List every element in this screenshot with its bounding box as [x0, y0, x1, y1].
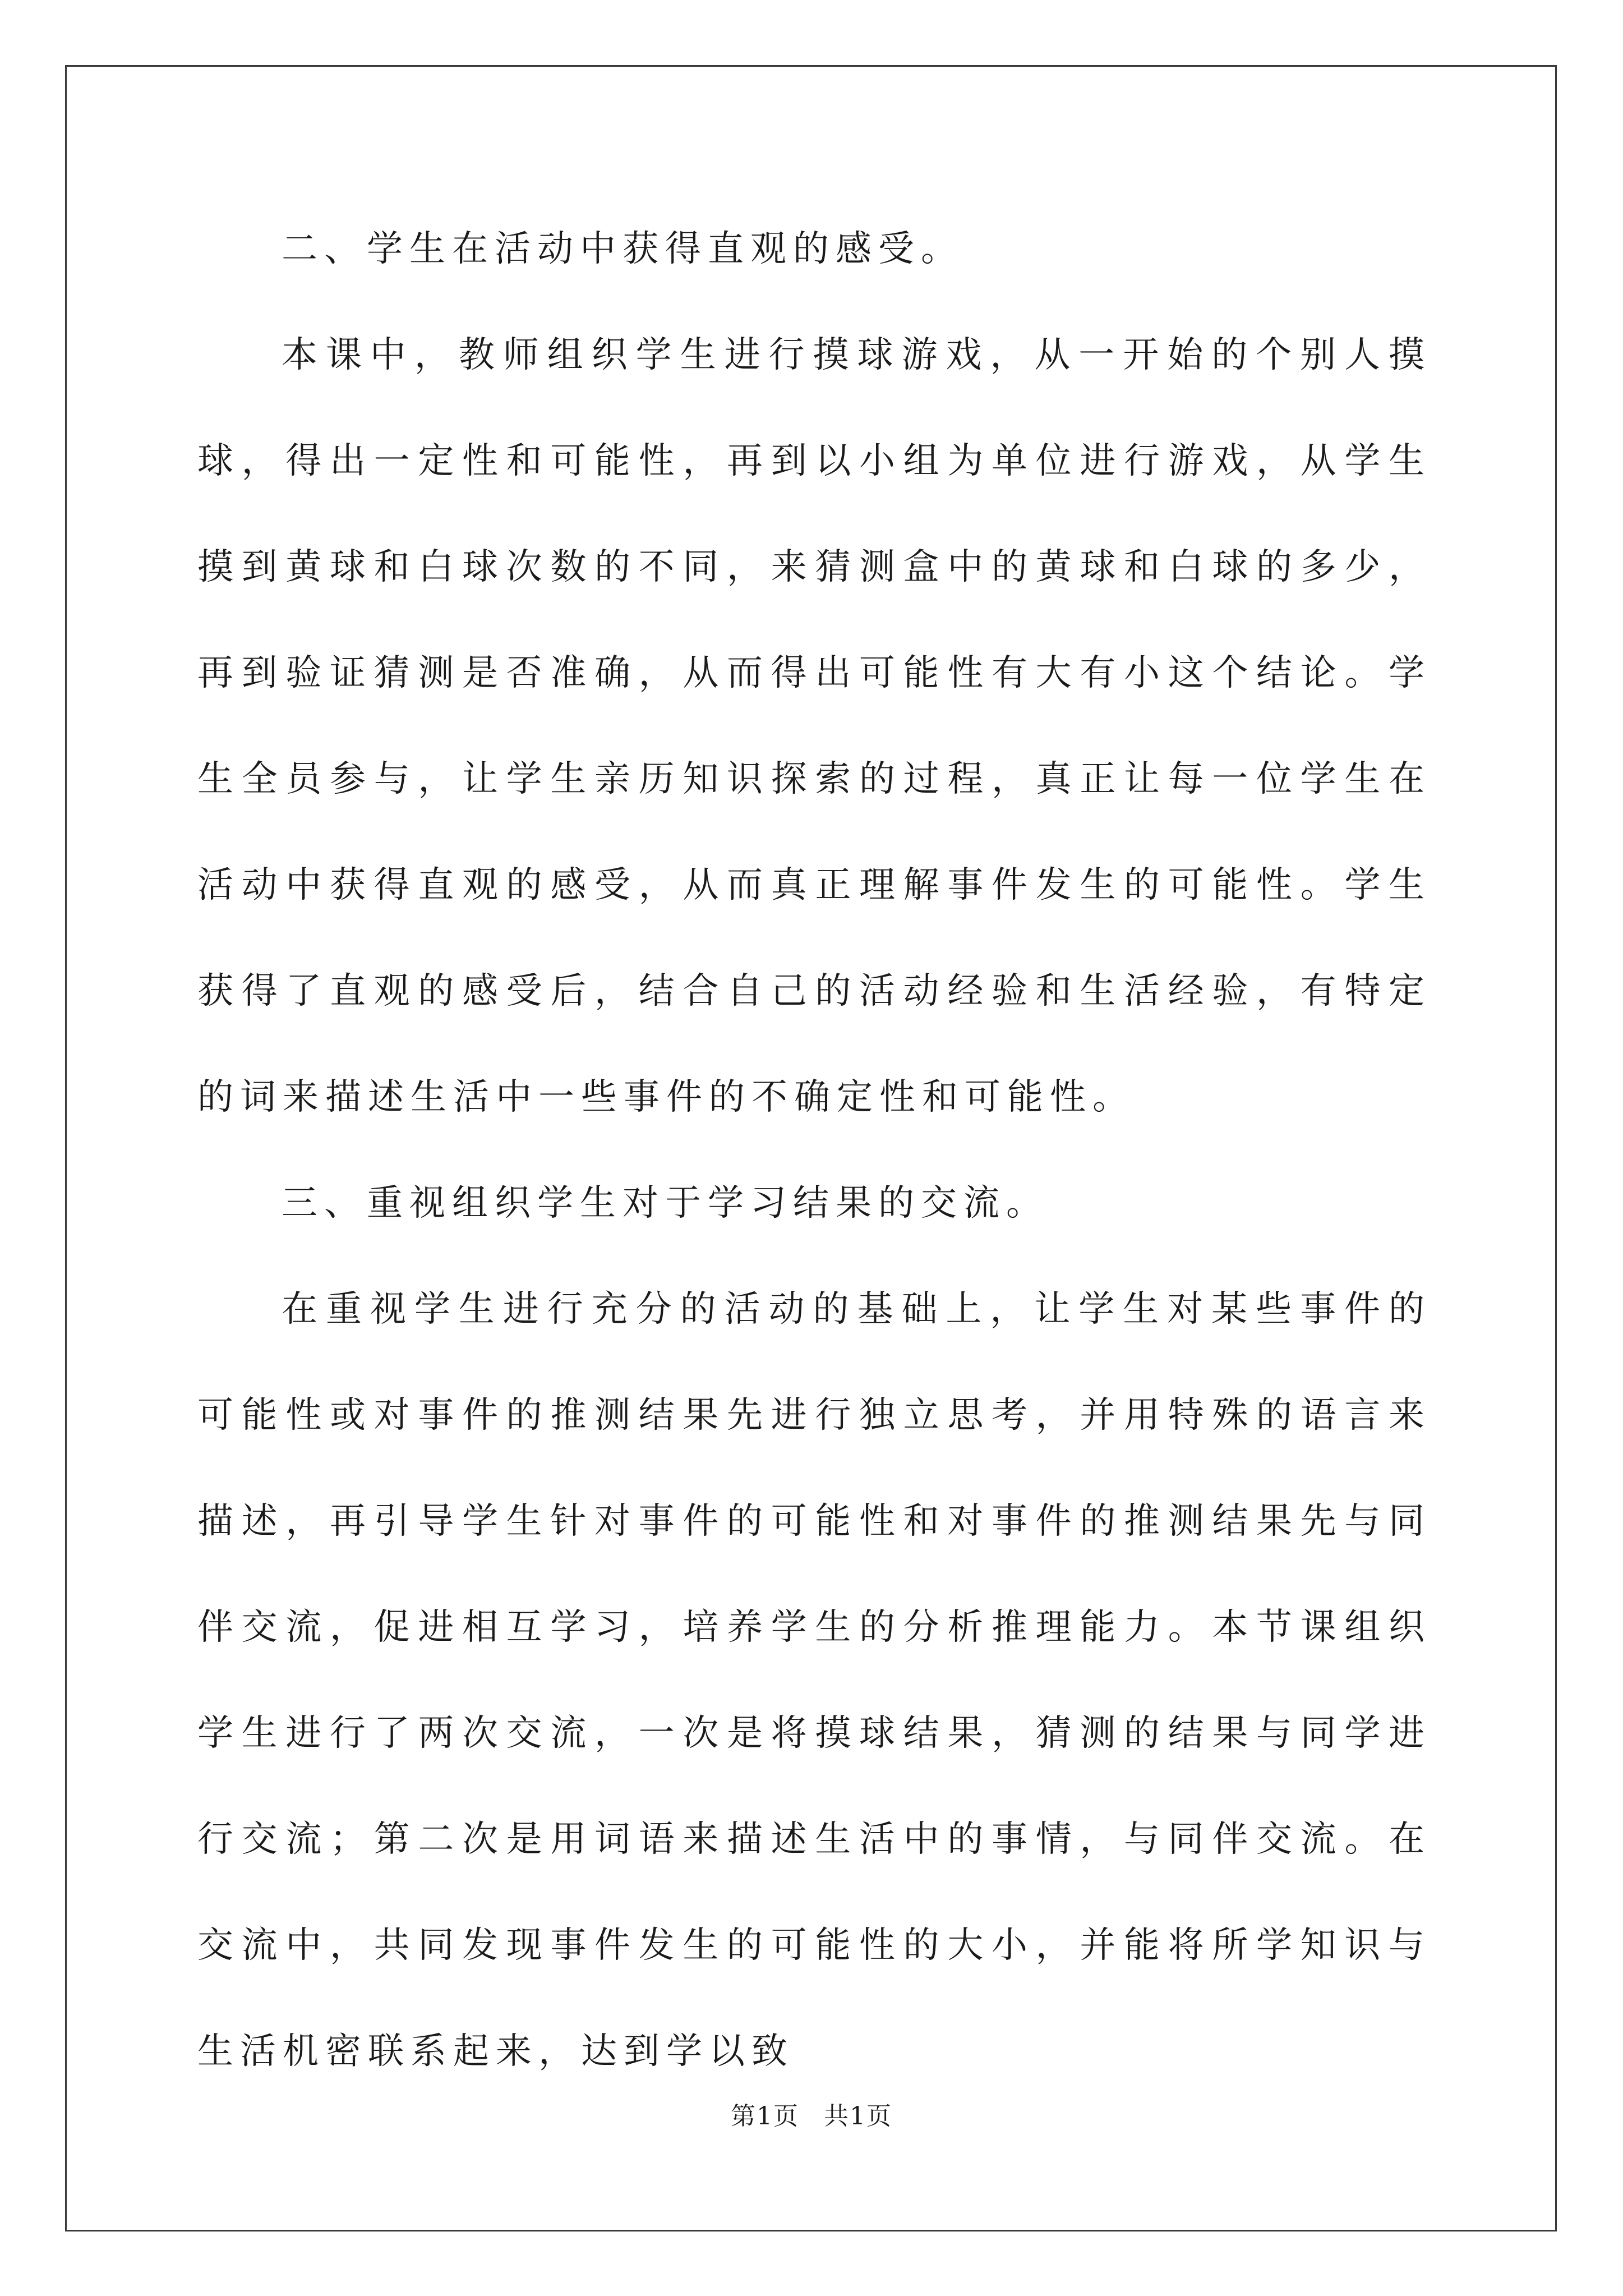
section-heading-2: 二、学生在活动中获得直观的感受。 — [282, 228, 963, 270]
page-total: 共1页 — [824, 2102, 892, 2131]
document-body — [197, 196, 1431, 2105]
paragraph-activity: 本课中，教师组织学生进行摸球游戏，从一开始的个别人摸球，得出一定性和可能性，再到以小组为单位进行游戏，从学生摸到黄球和白球次数的不同，来猜测盒中的黄球和白球的多少，再到验证猜测是否准确，从而得出可能性有大有小这个结论。学生全员参与，让学生亲历知识探索的过程，真正让每一位学生在活动中获得直观的感受，从而真正理解事件发生的可能性。学生获得了直观的感受后，结合自己的活动经验和生活经验，有特定的词来描述生活中一些事件的不确定性和可能性。 — [197, 334, 1431, 1118]
page-number: 第1页 — [731, 2102, 799, 2131]
paragraph-exchange: 在重视学生进行充分的活动的基础上，让学生对某些事件的可能性或对事件的推测结果先进行独立思考，并用特殊的语言来描述，再引导学生针对事件的可能性和对事件的推测结果先与同伴交流，促进相互学习，培养学生的分析推理能力。本节课组织学生进行了两次交流，一次是将摸球结果，猜测的结果与同学进行交流；第二次是用词语来描述生活中的事情，与同伴交流。在交流中，共同发现事件发生的可能性的大小，并能将所学知识与生活机密联系起来，达到学以致 — [197, 1289, 1431, 2072]
section-heading-3: 三、重视组织学生对于学习结果的交流。 — [282, 1182, 1049, 1224]
page-footer — [0, 2096, 1623, 2132]
